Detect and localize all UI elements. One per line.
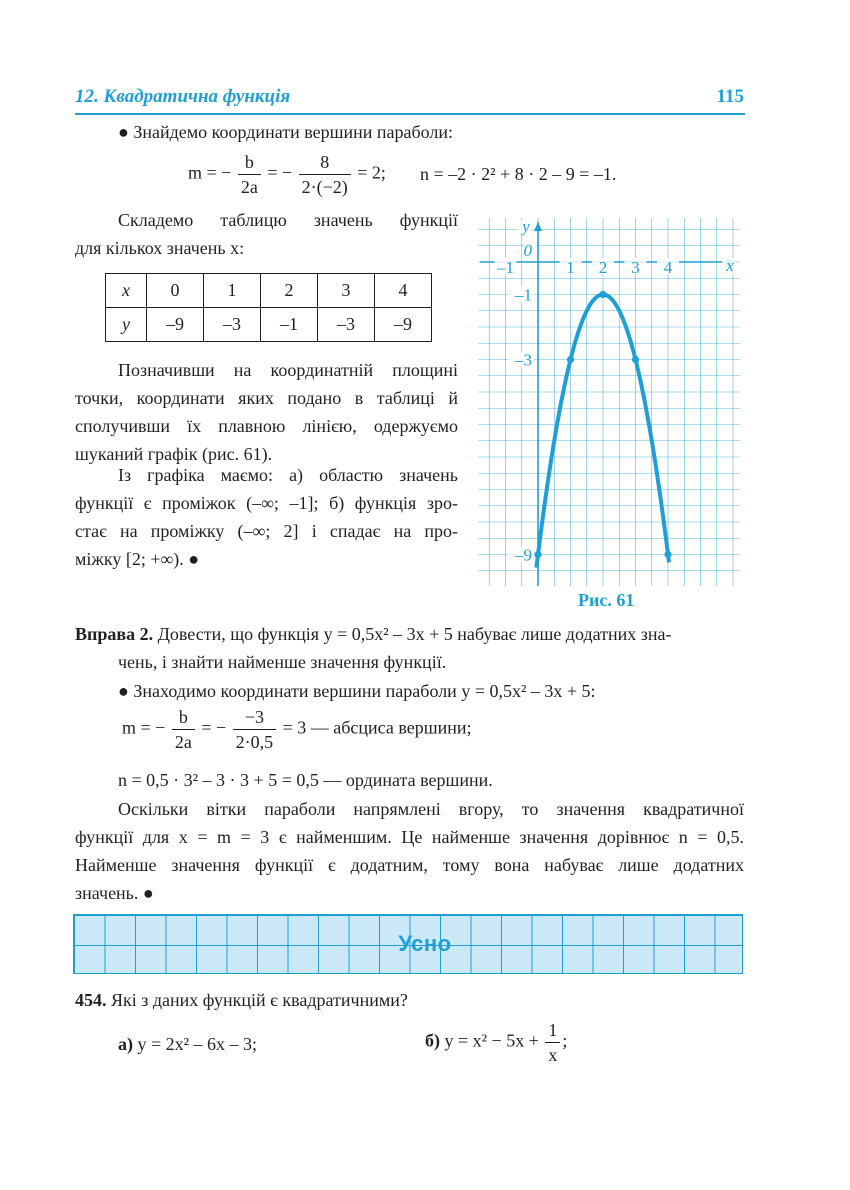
vertex-intro: ● Знайдемо координати вершини параболи: <box>118 122 454 142</box>
table-cell-y-label: y <box>106 308 147 342</box>
exercise-m-formula <box>122 705 472 754</box>
m-result: = 3 — абсциса вершини; <box>282 717 472 738</box>
fraction-denominator: 2·(−2) <box>301 177 348 197</box>
fraction-numerator: 8 <box>299 150 351 175</box>
text-line: Оскільки вітки параболи напрямлені вгору, то значення квадратичної <box>118 799 744 819</box>
fraction-denominator: 2a <box>174 732 192 752</box>
problem-number: 454. <box>75 990 107 1010</box>
fraction-b-2a <box>172 705 195 754</box>
plot-paragraph <box>75 356 458 468</box>
table-cell: –9 <box>147 308 204 342</box>
problem-454 <box>75 986 408 1014</box>
option-label: б) <box>425 1030 440 1051</box>
y-axis-label: y <box>522 218 530 236</box>
table-cell: –9 <box>375 308 432 342</box>
y-tick-label: –1 <box>515 285 532 305</box>
fraction-numerator: b <box>238 150 261 175</box>
x-tick-label: 2 <box>598 258 608 277</box>
figure-caption: Рис. 61 <box>578 590 635 610</box>
text-line: Позначивши на координатній площині <box>118 360 458 380</box>
text-line: Найменше значення функції є додатним, тому вона набуває лише додатних <box>75 855 744 875</box>
data-point <box>567 356 574 363</box>
text-line: шуканий графік (рис. 61). <box>75 444 273 464</box>
text-line: значень. ● <box>75 883 154 903</box>
table-row-y <box>106 308 432 342</box>
header-rule <box>75 113 745 115</box>
table-cell: 4 <box>375 274 432 308</box>
parabola-graph <box>478 218 740 586</box>
y-axis-arrow <box>534 222 542 231</box>
m-left: m = − <box>188 162 232 183</box>
fraction-8 <box>299 150 351 199</box>
origin-label: 0 <box>523 241 532 260</box>
table-cell: –1 <box>261 308 318 342</box>
table-cell: 2 <box>261 274 318 308</box>
data-point <box>632 356 639 363</box>
y-tick-label: –9 <box>515 545 532 565</box>
table-cell: –3 <box>204 308 261 342</box>
x-axis-label: x <box>726 256 734 275</box>
exercise-label: Вправа 2. <box>75 624 154 644</box>
text-line: сполучивши їх плавною лінією, одержуємо <box>75 416 458 436</box>
x-tick-label: 1 <box>566 258 575 277</box>
conclusion-paragraph <box>75 461 458 573</box>
section-title: Усно <box>398 931 452 956</box>
table-cell: 0 <box>147 274 204 308</box>
m-left: m = − <box>122 717 166 738</box>
data-point <box>534 551 541 558</box>
exercise-text-cont: чень, і знайти найменше значення функції. <box>118 652 447 672</box>
text-line: функції для x = m = 3 є найменшим. Це найменше значення дорівнює n = 0,5. <box>75 827 744 847</box>
problem-question: Які з даних функцій є квадратичними? <box>111 990 408 1010</box>
fraction-1-x <box>545 1018 560 1067</box>
text-line: стає на проміжку (–∞; 2] і спадає на про- <box>75 521 458 541</box>
parabola-curve <box>536 295 669 568</box>
exercise-text: Довести, що функція y = 0,5x² – 3x + 5 набуває лише додатних зна- <box>157 624 672 644</box>
text-line: міжку [2; +∞). ● <box>75 549 200 569</box>
table-cell: –3 <box>318 308 375 342</box>
values-table <box>105 273 432 342</box>
exercise-step-1: ● Знаходимо координати вершини параболи y = 0,5x² – 3x + 5: <box>118 681 596 701</box>
exercise-conclusion <box>75 795 744 907</box>
x-tick-label: –1 <box>497 258 514 277</box>
table-intro-line2: для кількох значень x: <box>75 238 245 258</box>
data-point <box>599 291 606 298</box>
fraction-numerator: −3 <box>233 705 277 730</box>
fraction-b-2a <box>238 150 261 199</box>
table-cell: 3 <box>318 274 375 308</box>
vertex-n-formula: n = –2 · 2² + 8 · 2 – 9 = –1. <box>420 164 617 184</box>
m-mid: = − <box>201 717 227 738</box>
problem-option-b <box>425 1018 567 1067</box>
option-end: ; <box>562 1030 568 1051</box>
text-line: точки, координати яких подано в таблиці й <box>75 388 458 408</box>
data-point <box>664 551 671 558</box>
option-expression: y = 2x² – 6x – 3; <box>137 1034 258 1054</box>
m-result: = 2; <box>357 162 386 183</box>
text-line: Із графіка маємо: а) областю значень <box>118 465 458 485</box>
problem-option-a <box>118 1030 257 1058</box>
x-tick-label: 3 <box>631 258 640 277</box>
fraction-minus3 <box>233 705 277 754</box>
table-cell: 1 <box>204 274 261 308</box>
vertex-m-formula <box>188 150 386 199</box>
page-number: 115 <box>716 86 744 107</box>
table-cell-x-label: x <box>106 274 147 308</box>
m-mid: = − <box>267 162 293 183</box>
fraction-numerator: 1 <box>545 1018 560 1043</box>
fraction-numerator: b <box>172 705 195 730</box>
y-tick-label: –3 <box>515 350 532 370</box>
table-row-x <box>106 274 432 308</box>
axes <box>480 222 736 586</box>
exercise-n-line: n = 0,5 · 3² – 3 · 3 + 5 = 0,5 — ордината вершини. <box>118 770 493 790</box>
text-line: функції є проміжок (–∞; –1]; б) функція зро- <box>75 493 458 513</box>
x-tick-label: 4 <box>663 258 673 277</box>
axis-labels <box>495 218 737 565</box>
chapter-title: 12. Квадратична функція <box>75 86 291 107</box>
exercise-statement <box>75 620 672 648</box>
fraction-denominator: 2a <box>240 177 258 197</box>
fraction-denominator: x <box>548 1045 558 1065</box>
option-label: а) <box>118 1034 133 1054</box>
option-expression: y = x² − 5x + <box>444 1030 539 1051</box>
fraction-denominator: 2·0,5 <box>235 732 274 752</box>
table-intro-line1: Складемо таблицю значень функції <box>118 210 458 230</box>
